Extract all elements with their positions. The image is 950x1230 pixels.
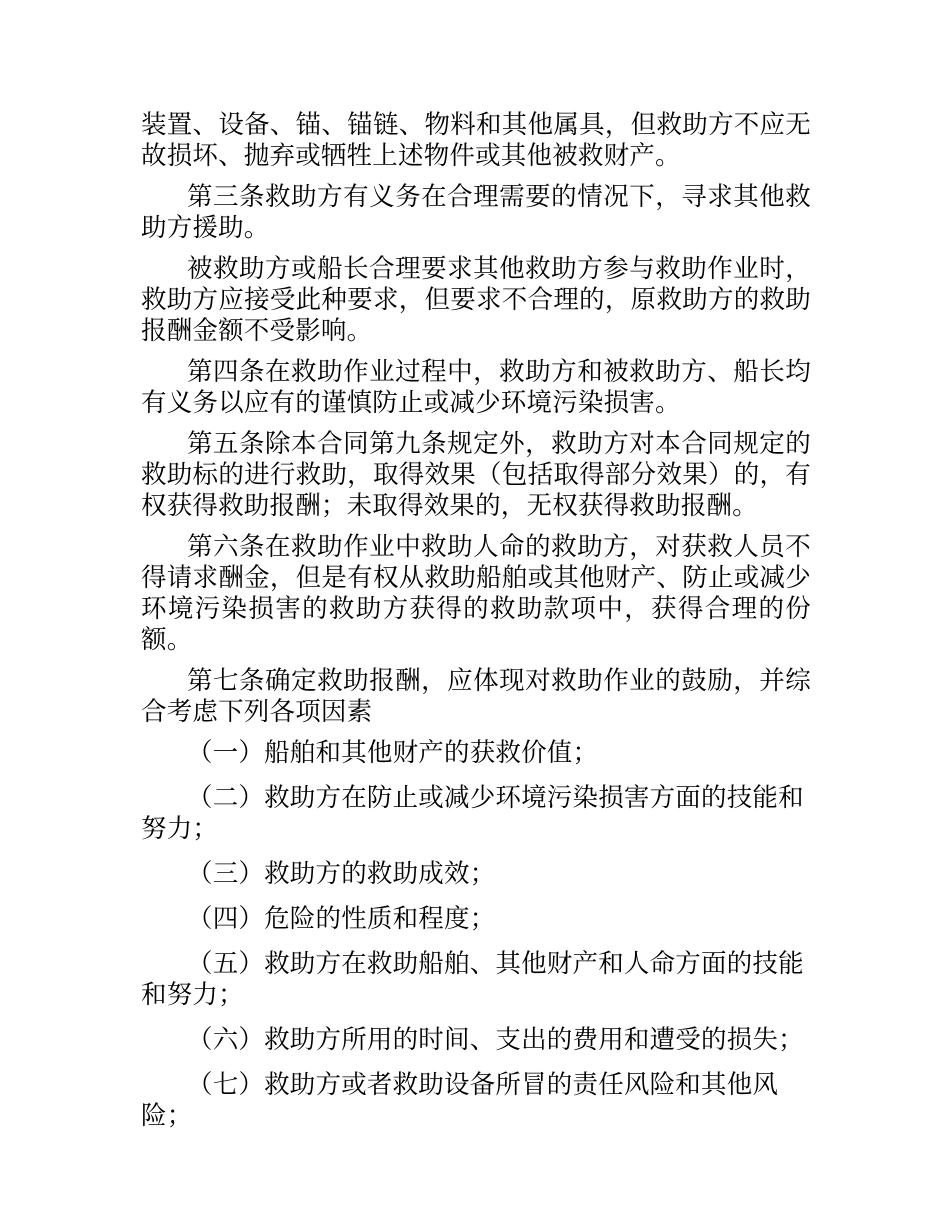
list-item-6: （六）救助方所用的时间、支出的费用和遭受的损失； [187,1025,804,1055]
document-page [141,110,811,1146]
paragraph-article-5: 第五条除本合同第九条规定外，救助方对本合同规定的救助标的进行救助，取得效果（包括取得部分效果）的，有权获得救助报酬；未取得效果的，无权获得救助报酬。 [141,429,811,521]
paragraph-article-7: 第七条确定救助报酬，应体现对救助作业的鼓励，并综合考虑下列各项因素 [141,666,811,727]
paragraph-article-3-cont: 被救助方或船长合理要求其他救助方参与救助作业时，救助方应接受此种要求，但要求不合理的，原救助方的救助报酬金额不受影响。 [141,254,811,346]
list-item-5: （五）救助方在救助船舶、其他财产和人命方面的技能和努力； [141,949,804,1010]
paragraph-article-6: 第六条在救助作业中救助人命的救助方，对获救人员不得请求酬金，但是有权从救助船舶或其他财产、防止或减少环境污染损害的救助方获得的救助款项中，获得合理的份额。 [141,532,811,655]
paragraph-article-3: 第三条救助方有义务在合理需要的情况下，寻求其他救助方援助。 [141,182,811,243]
list-item-4: （四）危险的性质和程度； [187,904,496,934]
list-item-7: （七）救助方或者救助设备所冒的责任风险和其他风险； [141,1070,779,1131]
paragraph-article-4: 第四条在救助作业过程中，救助方和被救助方、船长均有义务以应有的谨慎防止或减少环境污染损害。 [141,357,811,418]
list-item-2: （二）救助方在防止或减少环境污染损害方面的技能和努力； [141,783,804,844]
list-item-1: （一）船舶和其他财产的获救价值； [187,738,599,768]
paragraph-continuation: 装置、设备、锚、锚链、物料和其他属具，但救助方不应无故损坏、抛弃或牺牲上述物件或其他被救财产。 [141,110,811,171]
list-item-3: （三）救助方的救助成效； [187,859,496,889]
